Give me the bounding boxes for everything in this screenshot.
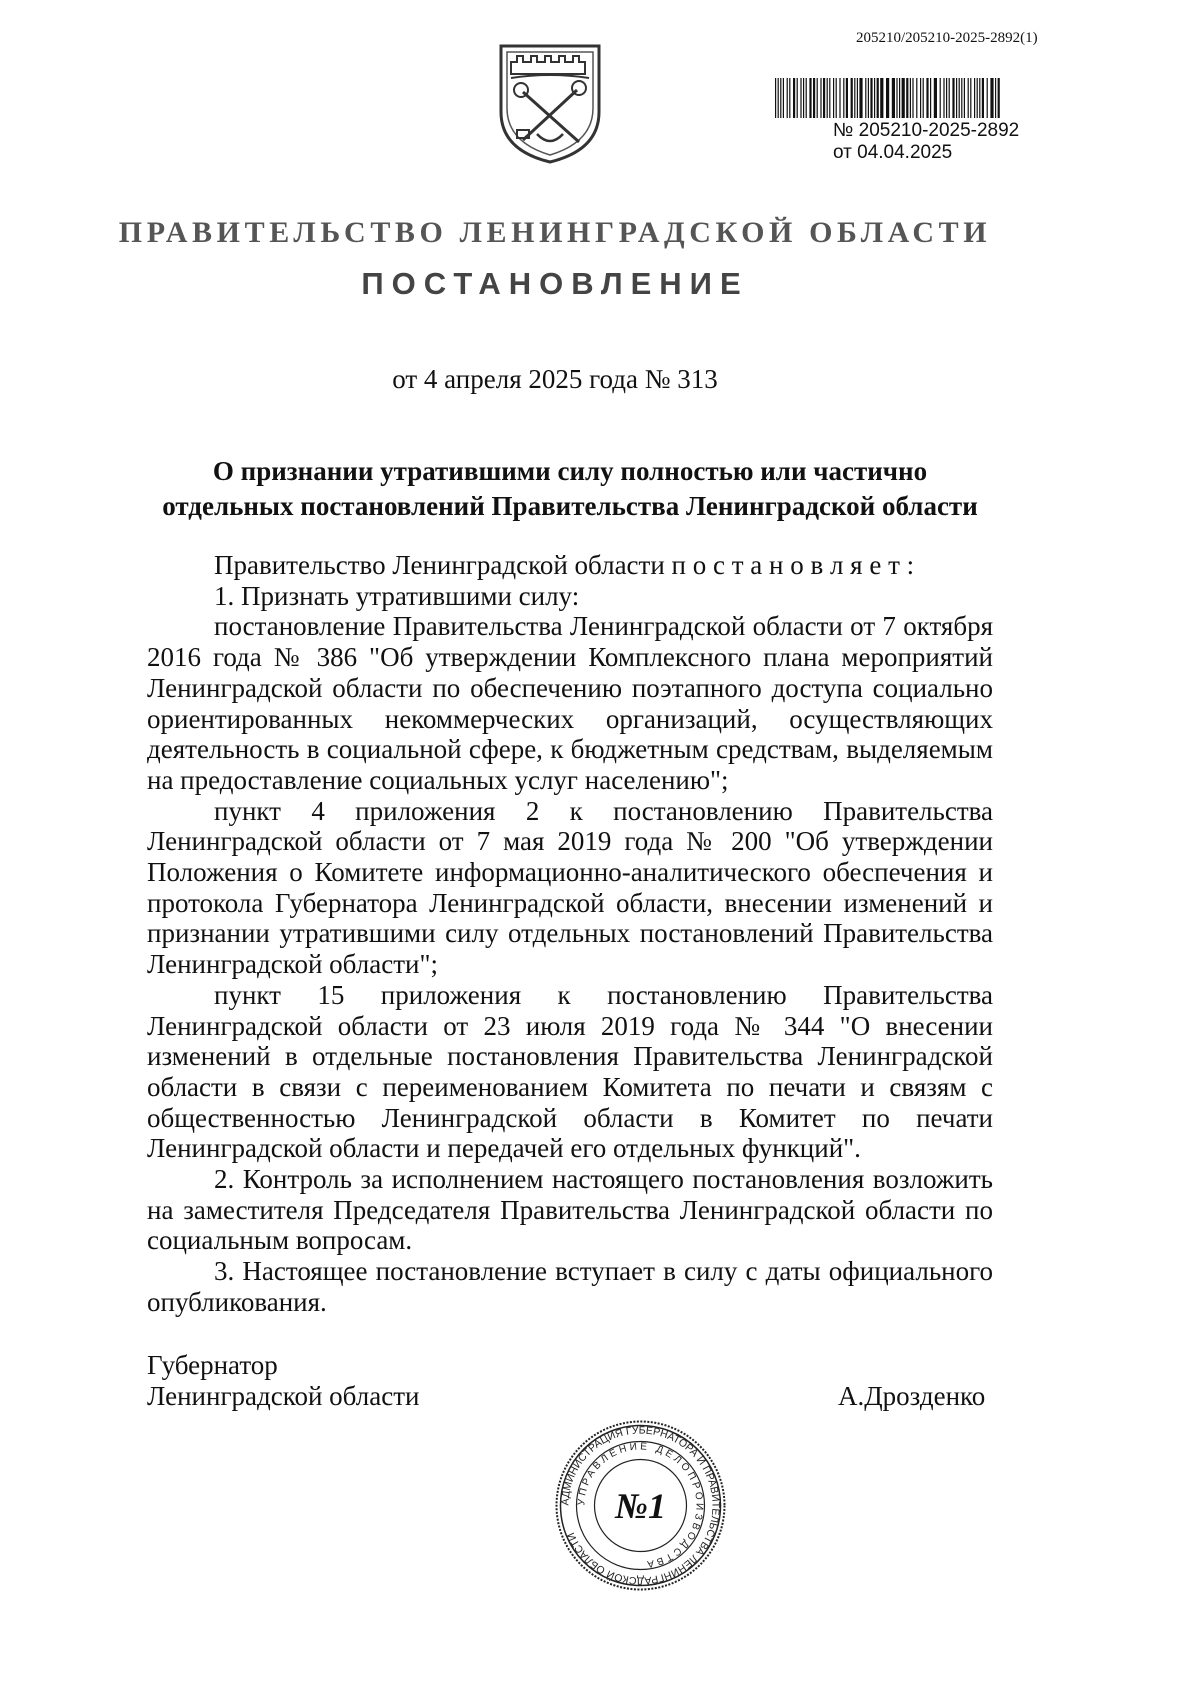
paragraph: 1. Признать утратившими силу: (214, 580, 580, 611)
position-line: Губернатор (147, 1350, 278, 1380)
barcode-bar (923, 78, 924, 118)
barcode-bar (916, 78, 917, 118)
barcode-bar (833, 78, 834, 118)
barcode-bar (854, 78, 855, 118)
registration-ref: 205210/205210-2025-2892(1) (856, 30, 1038, 46)
barcode-bar (813, 78, 815, 118)
barcode-bar (851, 78, 853, 118)
document-date-number: от 4 апреля 2025 года № 313 (392, 364, 718, 394)
paragraph: 2. Контроль за исполнением настоящего постановления возложить на заместителя Председателя Правительства Ленинградской области по социальным вопросам. (147, 1164, 993, 1256)
signatory-name: А.Дрозденко (838, 1381, 986, 1411)
barcode-bar (787, 78, 788, 118)
barcode-bar (880, 78, 883, 118)
barcode-bar (839, 78, 840, 118)
barcode-bar (968, 78, 969, 118)
barcode-bar (977, 78, 978, 118)
barcode-bar (793, 78, 795, 118)
barcode-bar (780, 78, 781, 118)
barcode-bar (912, 78, 913, 118)
barcode-bar (910, 78, 911, 118)
barcode-bar (896, 78, 897, 118)
barcode-bar (949, 78, 950, 118)
title-line: отдельных постановлений Правительства Ленинградской области (162, 491, 978, 521)
barcode-bar (946, 78, 947, 118)
position-line: Ленинградской области (147, 1381, 420, 1411)
svg-text:АДМИНИСТРАЦИЯ ГУБЕРНАТОРА И ПР: АДМИНИСТРАЦИЯ ГУБЕРНАТОРА И ПРАВИТЕЛЬСТВА ЛЕНИНГРАДСКОЙ ОБЛАСТИ (559, 1424, 722, 1587)
barcode-bar (934, 78, 937, 118)
barcode-bar (964, 78, 965, 118)
title-line: О признании утратившими силу полностью или частично (212, 456, 928, 486)
barcode-bar (926, 78, 928, 118)
barcode-bar (979, 78, 980, 118)
barcode-bar (817, 78, 818, 118)
barcode-bar (846, 78, 848, 118)
paragraph: 3. Настоящее постановление вступает в силу с даты официального опубликования. (147, 1256, 993, 1317)
barcode-bar (800, 78, 801, 118)
barcode-bar (974, 78, 975, 118)
barcode-bar (892, 78, 895, 118)
barcode-bar (920, 78, 921, 118)
barcode-bar (899, 78, 900, 118)
barcode-bar (874, 78, 875, 118)
barcode-bar (859, 78, 862, 118)
barcode-bar (940, 78, 941, 118)
barcode-bar (870, 78, 872, 118)
barcode-bar (778, 78, 779, 118)
svg-text:УПРАВЛЕНИЕ ДЕЛОПРОИЗВОДСТВА: УПРАВЛЕНИЕ ДЕЛОПРОИЗВОДСТВА (576, 1441, 705, 1570)
paragraph: пункт 4 приложения 2 к постановлению Правительства Ленинградской области от 7 мая 2019 года № 200 "Об утверждении Положения о Комитете информационно-аналитического обеспечения и протокола Губернатора Ленинградской области, внесении изменений и признании утратившими силу отдельных постановлений Правительства Ленинградской области"; (147, 795, 993, 980)
paragraph: пункт 15 приложения к постановлению Правительства Ленинградской области от 23 июля 2019 года № 344 "О внесении изменений в отдельные постановления Правительства Ленинградской области в связи с переименованием Комитета по печати и связям с общественностью Ленинградской области в Комитет по печати Ленинградской области и передачей его отдельных функций". (147, 979, 993, 1164)
barcode-bar (970, 78, 971, 118)
barcode-bar (775, 78, 776, 118)
barcode-bar (783, 78, 784, 118)
barcode-bar (797, 78, 798, 118)
barcode-bar (886, 78, 889, 118)
barcode-bar (803, 78, 804, 118)
barcode-bar (998, 78, 1000, 118)
barcode-bar (823, 78, 825, 118)
barcode-bar (806, 78, 807, 118)
barcode-bar (836, 78, 837, 118)
barcode-bar (930, 78, 931, 118)
barcode-bar (827, 78, 828, 118)
barcode-bar (956, 78, 957, 118)
registration-stamp (833, 120, 1019, 164)
svg-text:№1: №1 (615, 1486, 666, 1526)
barcode (775, 78, 1003, 118)
barcode-bar (961, 78, 962, 118)
barcode-bar (995, 78, 996, 118)
barcode-bar (902, 78, 905, 118)
government-name: ПРАВИТЕЛЬСТВО ЛЕНИНГРАДСКОЙ ОБЛАСТИ (118, 216, 992, 249)
signatory-position (147, 1350, 419, 1412)
document-type: ПОСТАНОВЛЕНИЕ (361, 266, 749, 301)
barcode-bar (987, 78, 988, 118)
barcode-bar (829, 78, 830, 118)
paragraph: Правительство Ленинградской области п о с т а н о в л я е т : (214, 550, 915, 580)
barcode-bar (982, 78, 984, 118)
document-title (147, 454, 993, 524)
barcode-bar (843, 78, 844, 118)
barcode-bar (789, 78, 790, 118)
barcode-bar (959, 78, 960, 118)
barcode-bar (809, 78, 811, 118)
barcode-bar (952, 78, 954, 118)
barcode-bar (865, 78, 866, 118)
registration-date: от 04.04.2025 (833, 142, 953, 163)
paragraph: постановление Правительства Ленинградской области от 7 октября 2016 года № 386 "Об утверждении Комплексного плана мероприятий Ленинградской области по обеспечению поэтапного доступа социально ориентированных некоммерческих организаций, осуществляющих деятельность в социальной сфере, к бюджетным средствам, выделяемым на предоставление социальных услуг населению"; (147, 611, 993, 795)
barcode-bar (868, 78, 869, 118)
barcode-bar (943, 78, 944, 118)
coat-of-arms-icon (497, 42, 603, 164)
official-seal (553, 1418, 728, 1593)
barcode-bar (990, 78, 993, 118)
registration-number: № 205210-2025-2892 (833, 120, 1020, 141)
barcode-bar (857, 78, 858, 118)
barcode-bar (906, 78, 908, 118)
barcode-bar (877, 78, 879, 118)
document-body (147, 550, 993, 1318)
barcode-bar (820, 78, 821, 118)
